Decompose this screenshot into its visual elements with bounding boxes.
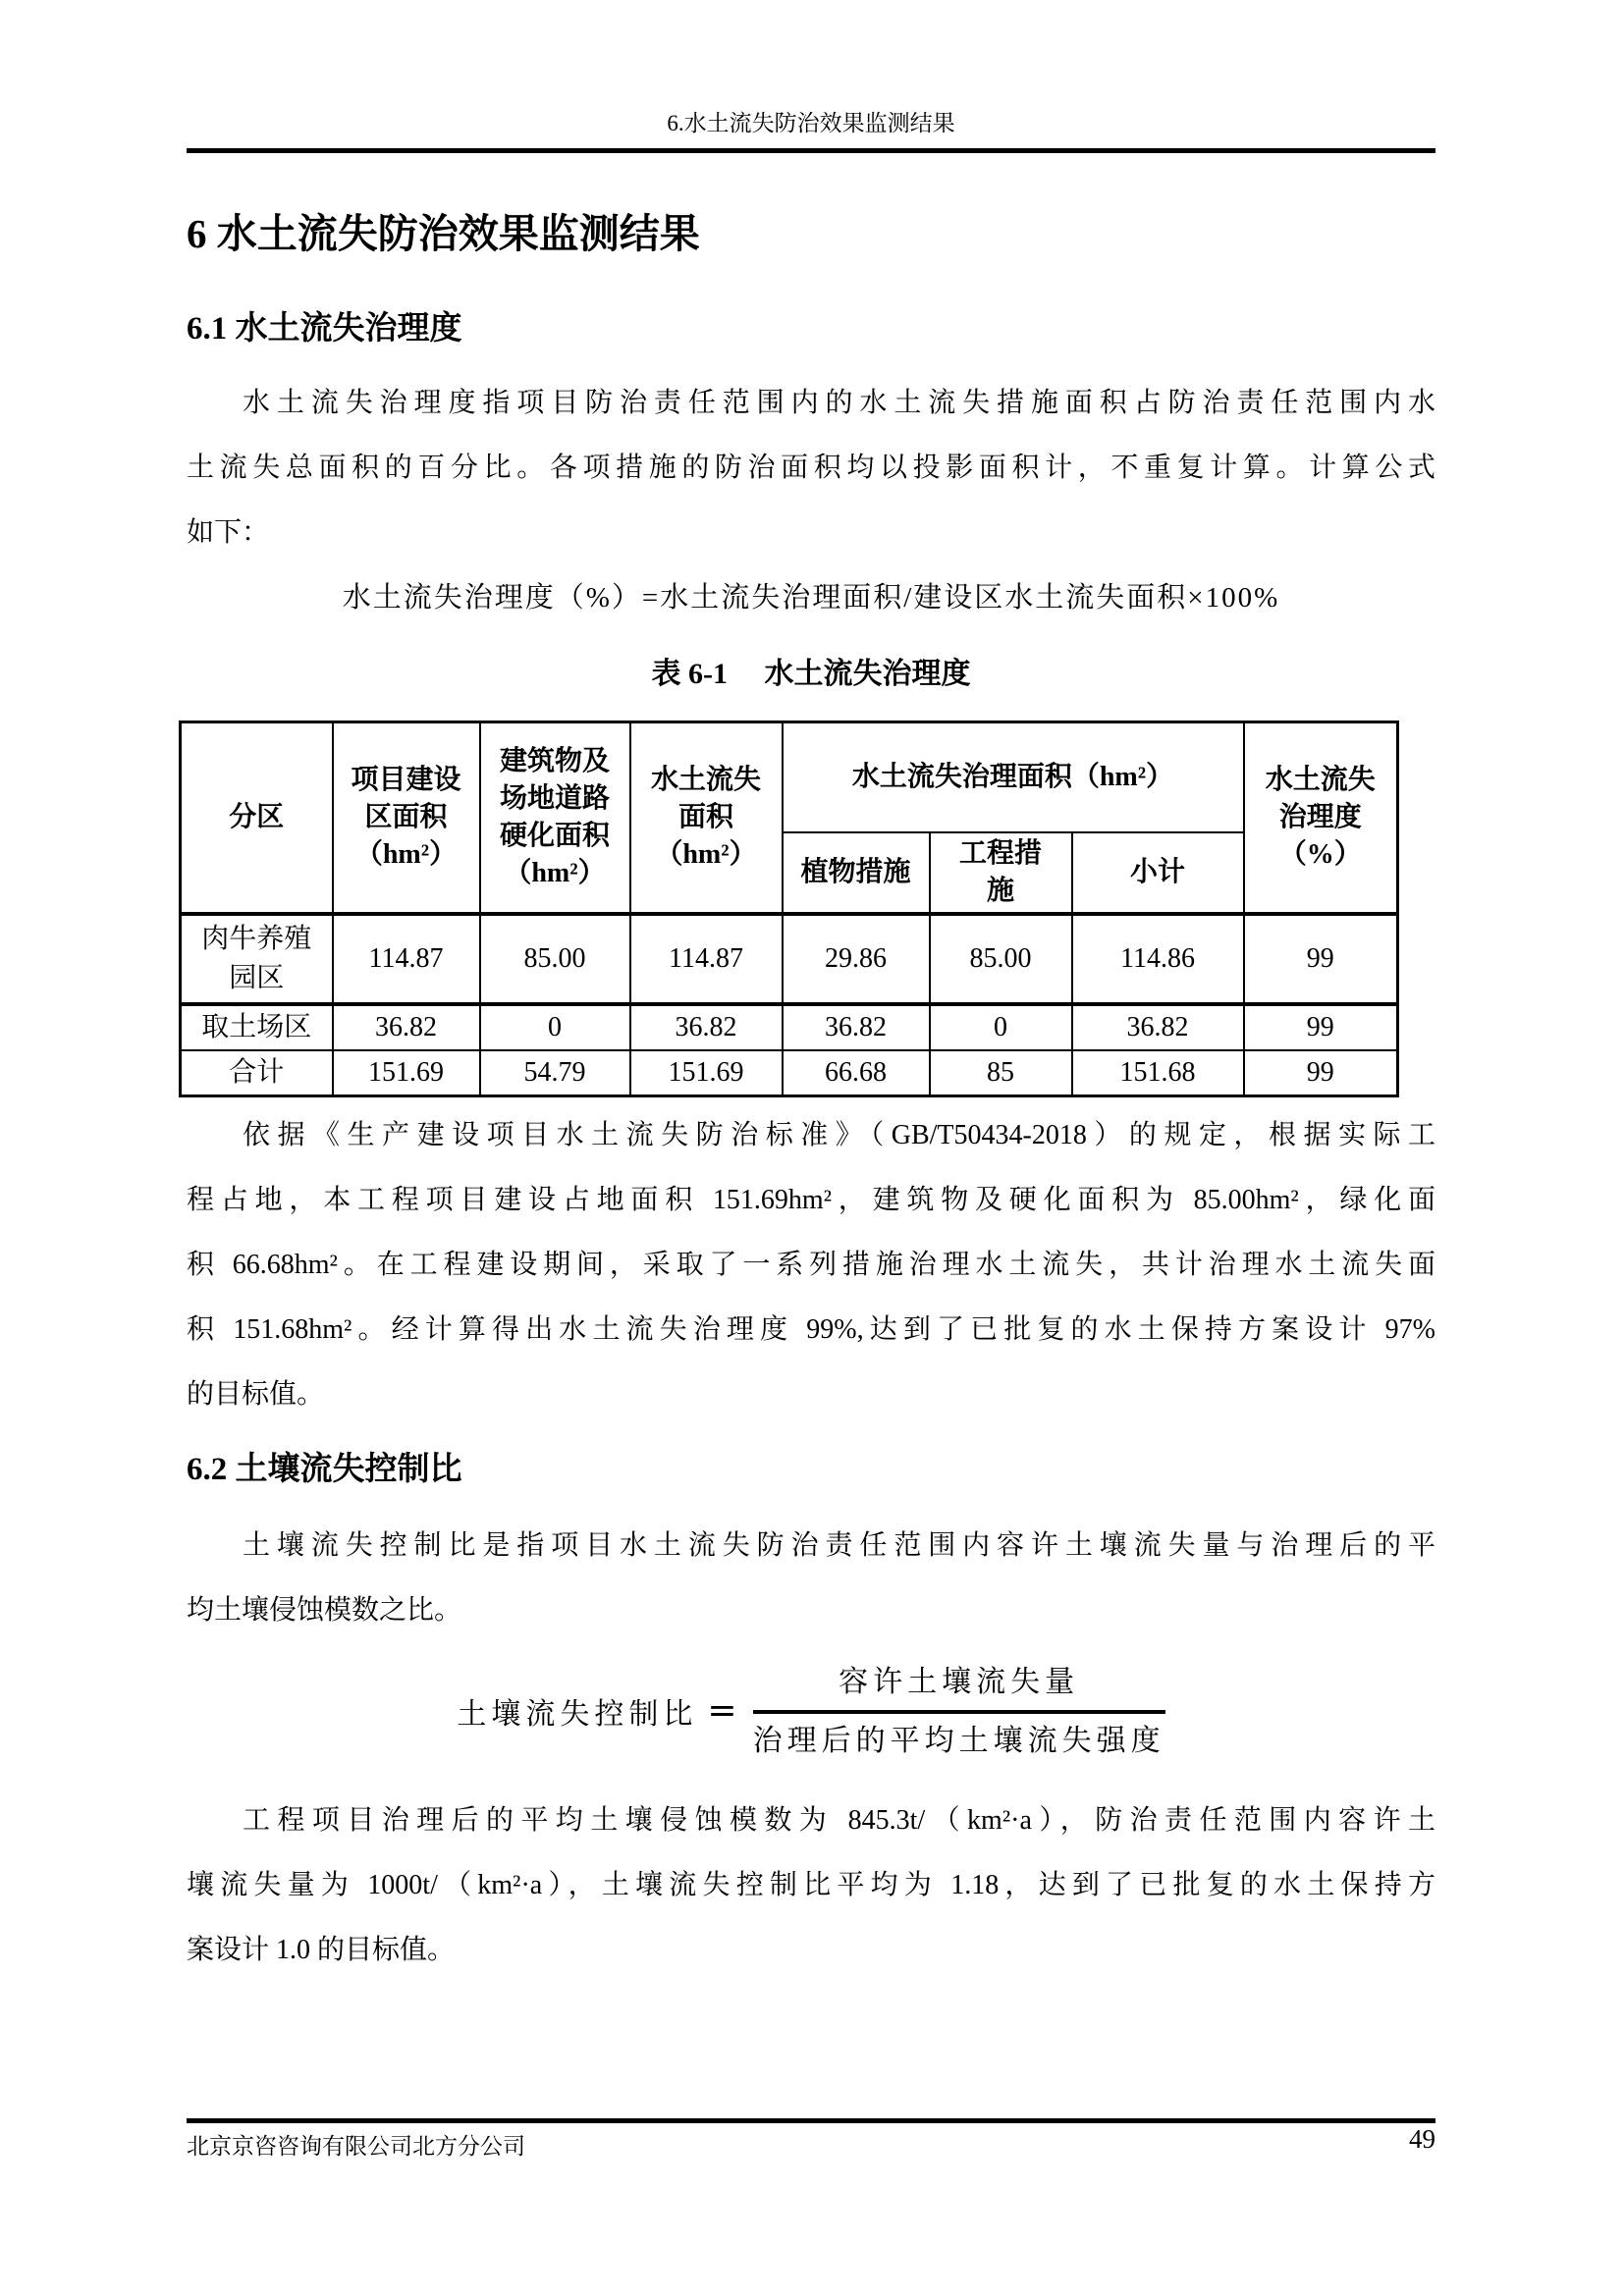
- paragraph-line: 的目标值。: [187, 1378, 325, 1410]
- table-cell: 66.68: [783, 1050, 930, 1096]
- section-heading-6-2: 6.2 土壤流失控制比: [187, 1451, 462, 1487]
- table-cell: 合计: [181, 1050, 333, 1096]
- table-cell: 85: [930, 1050, 1072, 1096]
- equals-sign: =: [707, 1690, 737, 1731]
- table-cell: 99: [1244, 1004, 1398, 1050]
- table-cell: 54.79: [480, 1050, 630, 1096]
- table-header-treatment-degree: 水土流失治理度（%）: [1244, 722, 1398, 914]
- table-subheader-plant-measures: 植物措施: [783, 832, 930, 914]
- page-footer: [187, 2118, 1435, 2163]
- running-header-title: 6.水土流失防治效果监测结果: [667, 111, 955, 135]
- paragraph-control-ratio-result: [187, 1789, 1435, 1983]
- table-subheader-engineering-measures: 工程措施: [930, 832, 1072, 914]
- control-ratio-formula: [187, 1663, 1435, 1759]
- paragraph-line: 水土流失治理度指项目防治责任范围内的水土流失措施面积占防治责任范围内水: [243, 388, 1435, 418]
- table-subheader-subtotal: 小计: [1072, 832, 1244, 914]
- table-cell: 36.82: [1072, 1004, 1244, 1050]
- formula-lhs: 土壤流失控制比: [457, 1697, 698, 1731]
- table-cell: 151.69: [630, 1050, 783, 1096]
- table-cell: 114.87: [630, 914, 783, 1004]
- table-cell: 99: [1244, 914, 1398, 1004]
- paragraph-line: 案设计 1.0 的目标值。: [187, 1934, 456, 1965]
- table-cell: 85.00: [480, 914, 630, 1004]
- fraction-denominator: 治理后的平均土壤流失强度: [752, 1724, 1165, 1757]
- table-header-treated-area-group: 水土流失治理面积（hm²）: [783, 722, 1244, 832]
- table-cell: 0: [480, 1004, 630, 1050]
- table-header-project-area: 项目建设区面积（hm²）: [333, 722, 480, 914]
- table-row: [181, 914, 1398, 1004]
- paragraph-line: 依据《生产建设项目水土流失防治标准》（GB/T50434-2018）的规定，根据实际工: [243, 1119, 1435, 1150]
- table-row-total: [181, 1050, 1398, 1096]
- table-cell: 151.69: [333, 1050, 480, 1096]
- paragraph-treatment-degree: [187, 371, 1435, 565]
- paragraph-line: 土壤流失控制比是指项目水土流失防治责任范围内容许土壤流失量与治理后的平: [243, 1529, 1435, 1561]
- section-heading-6-1: 6.1 水土流失治理度: [187, 311, 462, 347]
- paragraph-line: 积 151.68hm²。经计算得出水土流失治理度 99%,达到了已批复的水土保持方案设计 97%: [187, 1313, 1435, 1345]
- table-cell: 36.82: [783, 1004, 930, 1050]
- page-number: 49: [1409, 2124, 1435, 2154]
- treatment-degree-formula: 水土流失治理度（%）=水土流失治理面积/建设区水土流失面积×100%: [342, 582, 1280, 614]
- paragraph-standard-reference: [187, 1103, 1435, 1427]
- table-cell: 151.68: [1072, 1050, 1244, 1096]
- fraction-numerator: 容许土壤流失量: [753, 1663, 1165, 1714]
- paragraph-line: 积 66.68hm²。在工程建设期间，采取了一系列措施治理水土流失，共计治理水土流失面: [187, 1249, 1435, 1280]
- table-cell: 0: [930, 1004, 1072, 1050]
- table-cell: 29.86: [783, 914, 930, 1004]
- paragraph-line: 土流失总面积的百分比。各项措施的防治面积均以投影面积计，不重复计算。计算公式: [187, 453, 1435, 483]
- paragraph-line: 程占地，本工程项目建设占地面积 151.69hm²，建筑物及硬化面积为 85.00hm²，绿化面: [187, 1184, 1435, 1215]
- table-header-hardened-area: 建筑物及场地道路硬化面积（hm²）: [480, 722, 630, 914]
- footer-company-name: 北京京咨咨询有限公司北方分公司: [187, 2134, 525, 2159]
- table-cell: 114.86: [1072, 914, 1244, 1004]
- paragraph-control-ratio-intro: [187, 1514, 1435, 1643]
- table-cell: 取土场区: [181, 1004, 333, 1050]
- paragraph-line: 如下：: [187, 517, 270, 548]
- paragraph-line: 均土壤侵蚀模数之比。: [187, 1594, 462, 1626]
- table-header-zone: 分区: [181, 722, 333, 914]
- table-caption: 表 6-1 水土流失治理度: [651, 658, 971, 690]
- table-cell: 36.82: [333, 1004, 480, 1050]
- table-row: [181, 1004, 1398, 1050]
- table-cell: 99: [1244, 1050, 1398, 1096]
- paragraph-line: 壤流失量为 1000t/（km²·a），土壤流失控制比平均为 1.18，达到了已批复的水土保持方: [187, 1869, 1435, 1900]
- header-rule: [187, 148, 1435, 153]
- chapter-heading: 6 水土流失防治效果监测结果: [187, 211, 700, 256]
- table-cell: 114.87: [333, 914, 480, 1004]
- table-cell: 36.82: [630, 1004, 783, 1050]
- fraction: [753, 1663, 1165, 1759]
- table-cell: 肉牛养殖园区: [181, 914, 333, 1004]
- treatment-degree-table: [179, 721, 1399, 1097]
- table-cell: 85.00: [930, 914, 1072, 1004]
- paragraph-line: 工程项目治理后的平均土壤侵蚀模数为 845.3t/（km²·a），防治责任范围内容许土: [243, 1804, 1435, 1836]
- table-header-erosion-area: 水土流失面积（hm²）: [630, 722, 783, 914]
